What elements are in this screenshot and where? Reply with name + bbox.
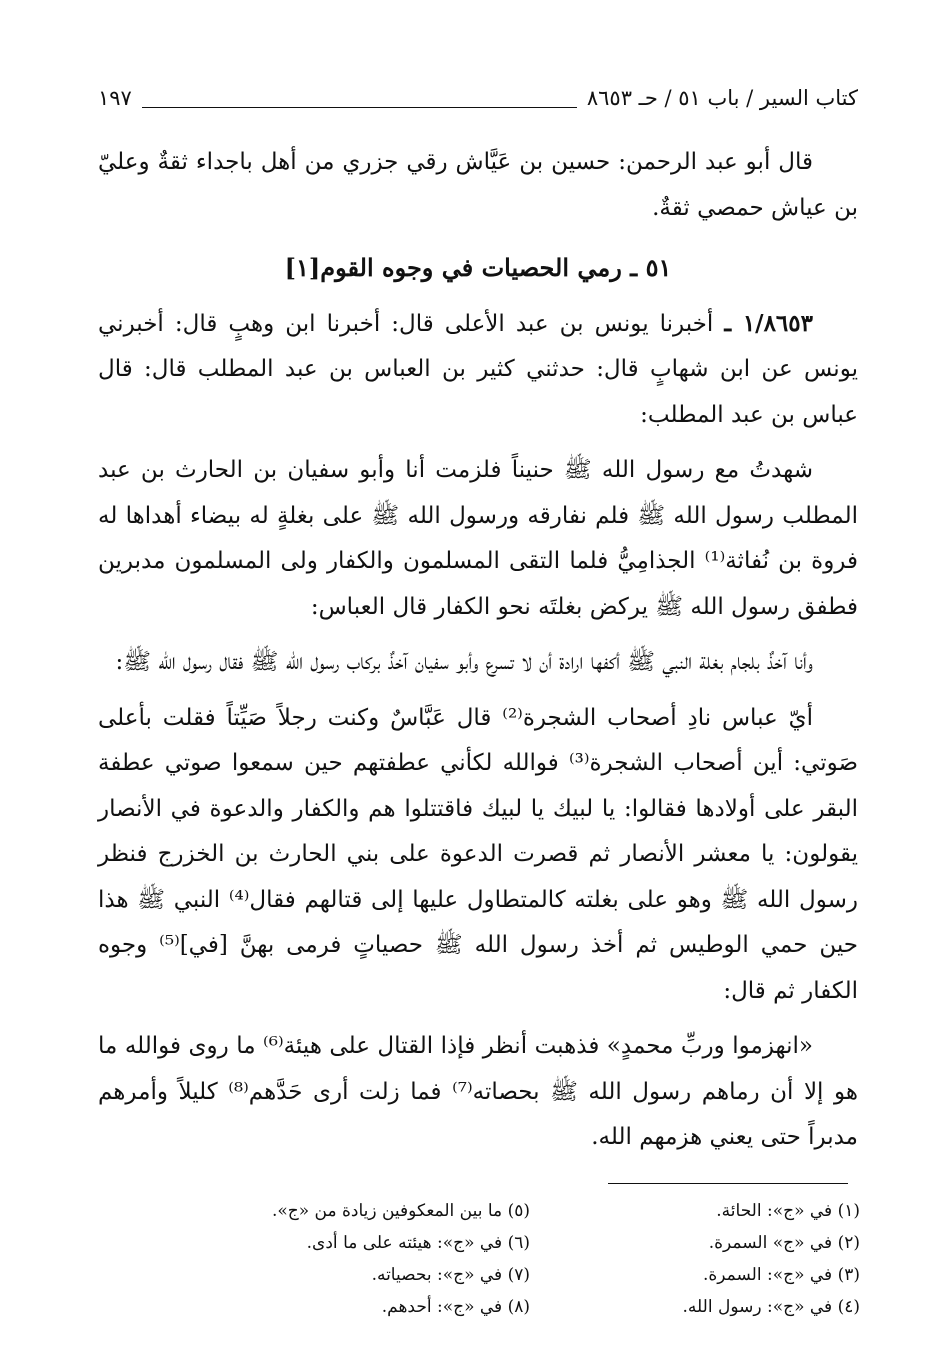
page-number: ١٩٧: [98, 86, 132, 110]
isnad-paragraph: [98, 301, 858, 439]
hadith-number: ١/٨٦٥٣ ـ: [724, 309, 813, 337]
intro-paragraph: قال أبو عبد الرحمن: حسين بن عَيَّاش رقي جزري من أهل باجداء ثقةٌ وعليّ بن عياش حمصي ثقةٌ.: [98, 149, 858, 221]
main-text: [98, 140, 858, 1161]
footnotes-right-column: [530, 1195, 860, 1323]
footnote: (٥) ما بين المعكوفين زيادة من «ج».: [271, 1201, 530, 1221]
footnotes: [200, 1195, 860, 1323]
matn-paragraph-1: شهدتُ مع رسول الله ﷺ حنيناً فلزمت أنا وأبو سفيان بن الحارث بن عبد المطلب رسول الله ﷺ فلم نفارقه ورسول الله ﷺ على بغلةٍ له بيضاء أهداها له فروة بن نُفاثة⁽¹⁾ الجذامِيُّ فلما التقى المسلمون والكفار ولى المسلمون مدبرين فطفق رسول الله ﷺ يركض بغلتَه نحو الكفار قال العباس:: [98, 457, 858, 620]
footnote: (٧) في «ج»: بحصياته.: [371, 1265, 530, 1285]
footnote: (٣) في «ج»: السمرة.: [702, 1265, 860, 1285]
header-rule: [142, 107, 577, 108]
footnote-divider: [608, 1183, 848, 1184]
isnad-text: أخبرنا يونس بن عبد الأعلى قال: أخبرنا ابن وهبٍ قال: أخبرني يونس عن ابن شهابٍ قال: حدثني كثير بن العباس بن عبد المطلب قال: قال عباس بن عبد المطلب:: [98, 310, 858, 428]
footnote: (٢) في «ج» السمرة.: [708, 1233, 860, 1253]
footnote: (٤) في «ج»: رسول الله.: [682, 1297, 860, 1317]
footnote: (٨) في «ج»: أحدهم.: [381, 1297, 530, 1317]
chapter-heading: ٥١ ـ رمي الحصيات في وجوه القوم[١]: [284, 253, 672, 282]
footnote: (١) في «ج»: الحائة.: [716, 1201, 860, 1221]
matn-paragraph-3: أيّ عباس نادِ أصحاب الشجرة⁽²⁾ قال عَبَّاسٌ وكنت رجلاً صَيِّتاً فقلت بأعلى صَوتي: أين أصحاب الشجرة⁽³⁾ فوالله لكأني عطفتهم حين سمعوا صوتي عطفة البقر على أولادها فقالوا: يا لبيك يا لبيك فاقتتلوا هم والكفار والدعوة في الأنصار يقولون: يا معشر الأنصار ثم قصرت الدعوة على بني الحارث بن الخزرج فنظر رسول الله ﷺ وهو على بغلته كالمتطاول عليها إلى قتالهم فقال⁽⁴⁾ النبي ﷺ هذا حين حمي الوطيس ثم أخذ رسول الله ﷺ حصياتٍ فرمى بهنَّ [في]⁽⁵⁾ وجوه الكفار ثم قال:: [98, 704, 859, 1004]
footnotes-left-column: [200, 1195, 530, 1323]
matn-paragraph-4: «انهزموا وربِّ محمدٍ» فذهبت أنظر فإذا القتال على هيئة⁽⁶⁾ ما روى فوالله ما هو إلا أن رماهم رسول الله ﷺ بحصاته⁽⁷⁾ فما زلت أرى حَدَّهم⁽⁸⁾ كليلاً وأمرهم مدبراً حتى يعني هزمهم الله.: [98, 1033, 858, 1150]
running-header: [98, 78, 858, 118]
matn-paragraph-2: وأنا آخذٌ بلجام بغلة النبي ﷺ أكفها ارادة أن لا تسرع وأبو سفيان آخذٌ بركاب رسول الله ﷺ فقال رسول الله ﷺ:: [115, 649, 813, 675]
header-title: كتاب السير / باب ٥١ / حـ ٨٦٥٣: [586, 86, 858, 110]
footnote: (٦) في «ج»: هيئته على ما أدى.: [306, 1233, 530, 1253]
